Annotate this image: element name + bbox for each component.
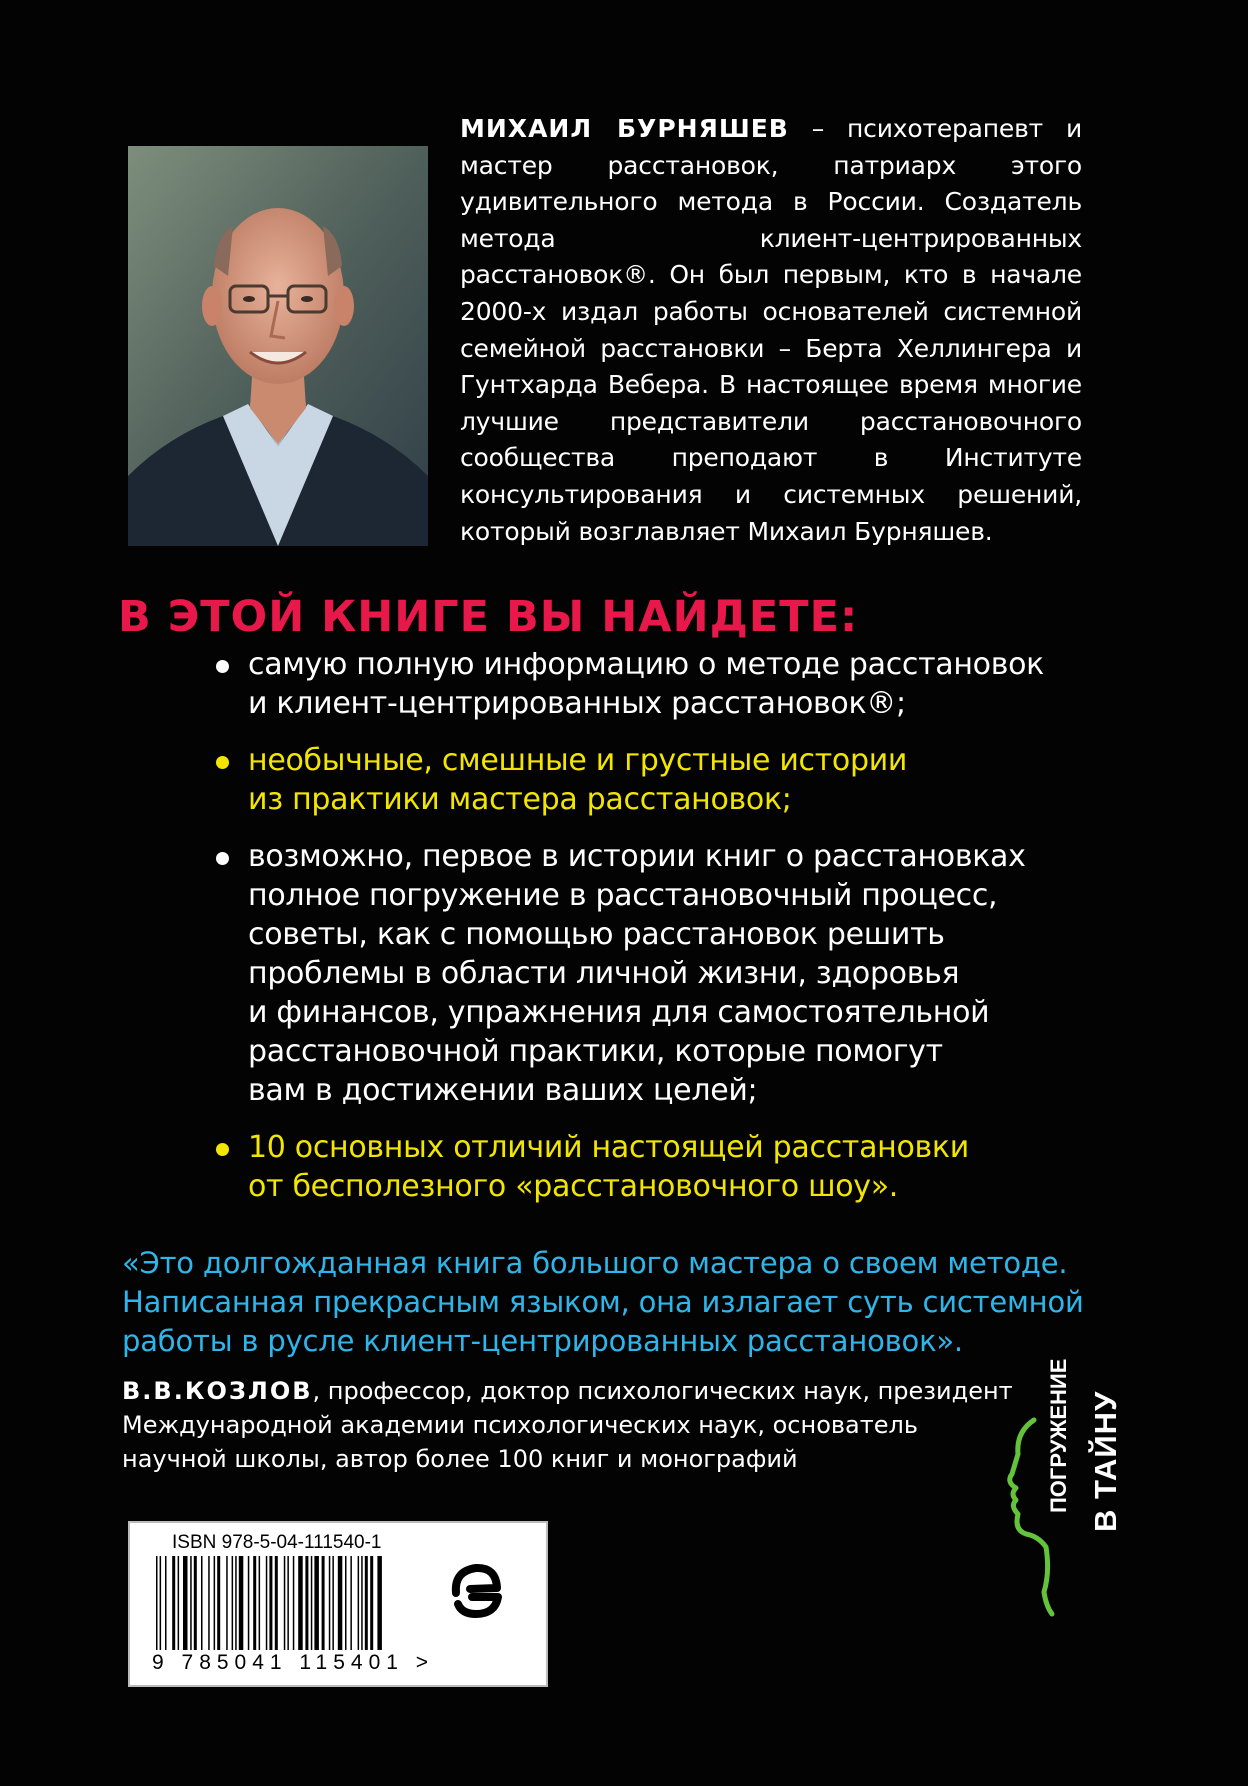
quote-author-title: , профессор, доктор психологических наук, президент (312, 1377, 1013, 1405)
quote-author (122, 1374, 1013, 1476)
bullet-icon (216, 660, 229, 673)
head-profile-icon (976, 1382, 1106, 1632)
quote-author-line: научной школы, автор более 100 книг и монографий (122, 1445, 798, 1473)
features-heading: В ЭТОЙ КНИГЕ ВЫ НАЙДЕТЕ: (118, 592, 859, 642)
barcode-digits: 9 785041 115401 > (152, 1651, 435, 1674)
feature-line: из практики мастера расстановок; (248, 782, 792, 817)
feature-item (212, 645, 1112, 723)
feature-line: и финансов, упражнения для самостоятельной (248, 995, 990, 1030)
feature-line: от бесполезного «расстановочного шоу». (248, 1169, 899, 1204)
quote-line: Написанная прекрасным языком, она излагает суть системной (122, 1285, 1084, 1319)
feature-item (212, 1128, 1112, 1206)
series-title-line1: ПОГРУЖЕНИЕ (1046, 1358, 1071, 1513)
feature-line: самую полную информацию о методе расстановок (248, 647, 1044, 682)
feature-line: возможно, первое в истории книг о расстановках (248, 839, 1026, 874)
quote-author-line: Международной академии психологических наук, основатель (122, 1411, 918, 1439)
bullet-icon (216, 852, 229, 865)
author-name: МИХАИЛ БУРНЯШЕВ (460, 114, 789, 143)
feature-line: и клиент-центрированных расстановок®; (248, 686, 906, 721)
feature-line: советы, как с помощью расстановок решить (248, 917, 945, 952)
bullet-icon (216, 1143, 229, 1156)
feature-line: проблемы в области личной жизни, здоровья (248, 956, 960, 991)
series-title-line2: В ТАЙНУ (1088, 1390, 1123, 1532)
review-quote (122, 1244, 1082, 1361)
quote-line: работы в русле клиент-центрированных расстановок». (122, 1324, 963, 1358)
author-photo (128, 146, 428, 546)
barcode-bars (152, 1556, 452, 1654)
feature-list (212, 645, 1112, 1224)
series-logo (976, 1358, 1123, 1632)
author-portrait-illustration (128, 146, 428, 546)
feature-line: необычные, смешные и грустные истории (248, 743, 908, 778)
feature-line: вам в достижении ваших целей; (248, 1073, 758, 1108)
bullet-icon (216, 756, 229, 769)
feature-line: 10 основных отличий настоящей расстановки (248, 1130, 969, 1165)
feature-line: расстановочной практики, которые помогут (248, 1034, 943, 1069)
isbn-label: ISBN 978-5-04-111540-1 (172, 1532, 382, 1553)
quote-author-name: В.В.КОЗЛОВ (122, 1377, 313, 1405)
quote-line: «Это долгожданная книга большого мастера о своем методе. (122, 1246, 1068, 1280)
author-bio (460, 111, 1082, 550)
feature-line: полное погружение в расстановочный процесс, (248, 878, 998, 913)
publisher-logo-icon (432, 1546, 520, 1634)
feature-item (212, 837, 1112, 1110)
author-bio-text: – психотерапевт и мастер расстановок, патриарх этого удивительного метода в России. Создатель метода клиент-центрированных расстановок®. Он был первым, кто в начале 2000-х издал работы основателей системной семейной расстановки – Берта Хеллингера и Гунтхарда Вебера. В настоящее время многие лучшие представители расстановочного сообщества преподают в Институте консультирования и системных решений, который возглавляет Михаил Бурняшев. (460, 114, 1082, 546)
feature-item (212, 741, 1112, 819)
quote-author-line (122, 1374, 1013, 1408)
